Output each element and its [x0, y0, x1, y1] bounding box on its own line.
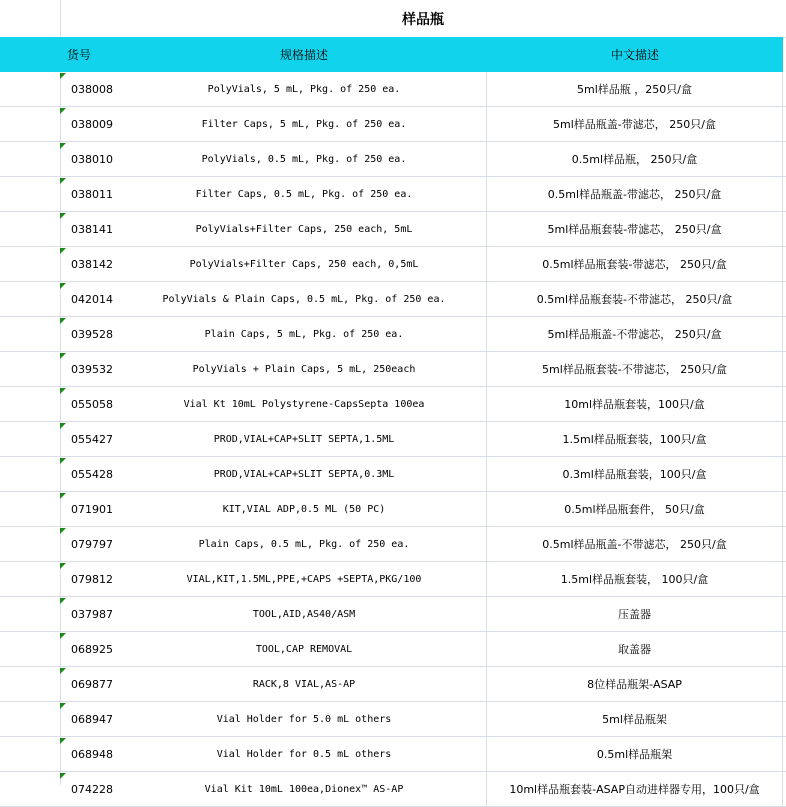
row-gutter-cell — [0, 492, 60, 526]
table-row — [0, 422, 786, 457]
spec-cell[interactable]: PolyVials, 5 mL, Pkg. of 250 ea. — [122, 72, 487, 106]
table-body — [0, 72, 786, 807]
code-cell[interactable]: 039532 — [71, 362, 113, 376]
cn-desc-cell[interactable]: 5ml样品瓶架 — [487, 702, 783, 736]
table-row — [0, 212, 786, 247]
cn-desc-cell[interactable]: 8位样品瓶架-ASAP — [487, 667, 783, 701]
error-indicator-icon — [60, 248, 66, 254]
spec-cell[interactable]: TOOL,AID,AS40/ASM — [122, 597, 487, 631]
spec-cell[interactable]: PolyVials+Filter Caps, 250 each, 0,5mL — [122, 247, 487, 281]
row-gutter-cell — [0, 387, 60, 421]
code-cell[interactable]: 038010 — [71, 152, 113, 166]
error-indicator-icon — [60, 773, 66, 779]
row-gutter-cell — [0, 422, 60, 456]
cn-desc-cell[interactable]: 0.5ml样品瓶套装-不带滤芯， 250只/盒 — [487, 282, 783, 316]
cn-desc-cell[interactable]: 1.5ml样品瓶套装， 100只/盒 — [487, 562, 783, 596]
table-row — [0, 527, 786, 562]
spec-cell[interactable]: PolyVials & Plain Caps, 0.5 mL, Pkg. of 250 ea. — [122, 282, 487, 316]
table-row — [0, 387, 786, 422]
error-indicator-icon — [60, 143, 66, 149]
cn-desc-cell[interactable]: 10ml样品瓶套装-ASAP自动进样器专用，100只/盒 — [487, 772, 783, 806]
error-indicator-icon — [60, 108, 66, 114]
table-row — [0, 142, 786, 177]
row-gutter-cell — [0, 212, 60, 246]
error-indicator-icon — [60, 73, 66, 79]
code-cell[interactable]: 037987 — [71, 607, 113, 621]
row-gutter-cell — [0, 72, 60, 106]
spec-cell[interactable]: PolyVials+Filter Caps, 250 each, 5mL — [122, 212, 487, 246]
error-indicator-icon — [60, 458, 66, 464]
error-indicator-icon — [60, 283, 66, 289]
code-cell[interactable]: 038009 — [71, 117, 113, 131]
code-cell[interactable]: 079812 — [71, 572, 113, 586]
error-indicator-icon — [60, 493, 66, 499]
code-cell[interactable]: 079797 — [71, 537, 113, 551]
table-row — [0, 72, 786, 107]
spec-cell[interactable]: PROD,VIAL+CAP+SLIT SEPTA,1.5ML — [122, 422, 487, 456]
cn-desc-cell[interactable]: 0.5ml样品瓶盖-不带滤芯， 250只/盒 — [487, 527, 783, 561]
table-row — [0, 247, 786, 282]
error-indicator-icon — [60, 178, 66, 184]
code-cell[interactable]: 068948 — [71, 747, 113, 761]
error-indicator-icon — [60, 528, 66, 534]
header-code[interactable]: 货号 — [66, 48, 91, 62]
row-gutter-cell — [0, 142, 60, 176]
code-cell[interactable]: 042014 — [71, 292, 113, 306]
code-cell[interactable]: 038008 — [71, 82, 113, 96]
spec-cell[interactable]: Plain Caps, 5 mL, Pkg. of 250 ea. — [122, 317, 487, 351]
table-title[interactable]: 样品瓶 — [60, 0, 786, 38]
error-indicator-icon — [60, 213, 66, 219]
code-cell[interactable]: 069877 — [71, 677, 113, 691]
spec-cell[interactable]: TOOL,CAP REMOVAL — [122, 632, 487, 666]
cn-desc-cell[interactable]: 5ml样品瓶盖-不带滤芯， 250只/盒 — [487, 317, 783, 351]
cn-desc-cell[interactable]: 1.5ml样品瓶套装，100只/盒 — [487, 422, 783, 456]
cn-desc-cell[interactable]: 5ml样品瓶盖-带滤芯， 250只/盒 — [487, 107, 783, 141]
code-cell[interactable]: 055428 — [71, 467, 113, 481]
spec-cell[interactable]: Vial Kit 10mL 100ea,Dionex™ AS-AP — [122, 772, 487, 806]
spec-cell[interactable]: Filter Caps, 5 mL, Pkg. of 250 ea. — [122, 107, 487, 141]
table-row — [0, 492, 786, 527]
code-cell[interactable]: 068947 — [71, 712, 113, 726]
code-cell[interactable]: 074228 — [71, 782, 113, 796]
row-gutter-cell — [0, 737, 60, 771]
spec-cell[interactable]: Vial Kt 10mL Polystyrene-CapsSepta 100ea — [122, 387, 487, 421]
table-row — [0, 772, 786, 807]
cn-desc-cell[interactable]: 取盖器 — [487, 632, 783, 666]
cn-desc-cell[interactable]: 0.5ml样品瓶盖-带滤芯， 250只/盒 — [487, 177, 783, 211]
code-cell[interactable]: 055427 — [71, 432, 113, 446]
code-cell[interactable]: 039528 — [71, 327, 113, 341]
row-gutter-cell — [0, 527, 60, 561]
table-row — [0, 107, 786, 142]
table-row — [0, 737, 786, 772]
spec-cell[interactable]: PolyVials + Plain Caps, 5 mL, 250each — [122, 352, 487, 386]
table-row — [0, 597, 786, 632]
code-cell[interactable]: 055058 — [71, 397, 113, 411]
table-row — [0, 702, 786, 737]
spec-cell[interactable]: Plain Caps, 0.5 mL, Pkg. of 250 ea. — [122, 527, 487, 561]
row-gutter-cell — [0, 107, 60, 141]
cn-desc-cell[interactable]: 0.5ml样品瓶套装-带滤芯， 250只/盒 — [487, 247, 783, 281]
row-gutter-cell — [0, 772, 60, 806]
cn-desc-cell[interactable]: 5ml样品瓶套装-带滤芯， 250只/盒 — [487, 212, 783, 246]
row-gutter-cell — [0, 177, 60, 211]
error-indicator-icon — [60, 423, 66, 429]
cn-desc-cell[interactable]: 0.5ml样品瓶套件， 50只/盒 — [487, 492, 783, 526]
row-gutter-cell — [0, 457, 60, 491]
error-indicator-icon — [60, 563, 66, 569]
table-row — [0, 457, 786, 492]
cn-desc-cell[interactable]: 5ml样品瓶套装-不带滤芯， 250只/盒 — [487, 352, 783, 386]
spec-cell[interactable]: RACK,8 VIAL,AS-AP — [122, 667, 487, 701]
cn-desc-cell[interactable]: 5ml样品瓶 ，250只/盒 — [487, 72, 783, 106]
spec-cell[interactable]: VIAL,KIT,1.5ML,PPE,+CAPS +SEPTA,PKG/100 — [122, 562, 487, 596]
header-spec[interactable]: 规格描述 — [279, 48, 328, 62]
row-gutter-cell — [0, 352, 60, 386]
table-row — [0, 352, 786, 387]
row-gutter-cell — [0, 247, 60, 281]
spec-cell[interactable]: PROD,VIAL+CAP+SLIT SEPTA,0.3ML — [122, 457, 487, 491]
error-indicator-icon — [60, 703, 66, 709]
cn-desc-cell[interactable]: 10ml样品瓶套装，100只/盒 — [487, 387, 783, 421]
code-cell[interactable]: 038011 — [71, 187, 113, 201]
table-row — [0, 632, 786, 667]
header-cn-desc[interactable]: 中文描述 — [610, 48, 659, 62]
row-gutter-cell — [0, 597, 60, 631]
spec-cell[interactable]: Vial Holder for 5.0 mL others — [122, 702, 487, 736]
cn-desc-cell[interactable]: 压盖器 — [487, 597, 783, 631]
table-row — [0, 667, 786, 702]
error-indicator-icon — [60, 388, 66, 394]
row-gutter-cell — [0, 562, 60, 596]
code-cell[interactable]: 068925 — [71, 642, 113, 656]
row-gutter-cell — [0, 702, 60, 736]
error-indicator-icon — [60, 668, 66, 674]
spec-cell[interactable]: Vial Holder for 0.5 mL others — [122, 737, 487, 771]
error-indicator-icon — [60, 738, 66, 744]
cn-desc-cell[interactable]: 0.5ml样品瓶架 — [487, 737, 783, 771]
spec-cell[interactable]: PolyVials, 0.5 mL, Pkg. of 250 ea. — [122, 142, 487, 176]
row-gutter-cell — [0, 632, 60, 666]
code-cell[interactable]: 038142 — [71, 257, 113, 271]
error-indicator-icon — [60, 353, 66, 359]
row-gutter-cell — [0, 282, 60, 316]
spec-cell[interactable]: KIT,VIAL ADP,0.5 ML (50 PC) — [122, 492, 487, 526]
table-row — [0, 177, 786, 212]
code-cell[interactable]: 071901 — [71, 502, 113, 516]
code-cell[interactable]: 038141 — [71, 222, 113, 236]
error-indicator-icon — [60, 318, 66, 324]
cn-desc-cell[interactable]: 0.3ml样品瓶套装，100只/盒 — [487, 457, 783, 491]
error-indicator-icon — [60, 598, 66, 604]
row-gutter-cell — [0, 667, 60, 701]
error-indicator-icon — [60, 633, 66, 639]
header-row — [0, 37, 783, 72]
cn-desc-cell[interactable]: 0.5ml样品瓶， 250只/盒 — [487, 142, 783, 176]
spec-cell[interactable]: Filter Caps, 0.5 mL, Pkg. of 250 ea. — [122, 177, 487, 211]
row-gutter-cell — [0, 317, 60, 351]
table-row — [0, 562, 786, 597]
table-row — [0, 317, 786, 352]
table-row — [0, 282, 786, 317]
